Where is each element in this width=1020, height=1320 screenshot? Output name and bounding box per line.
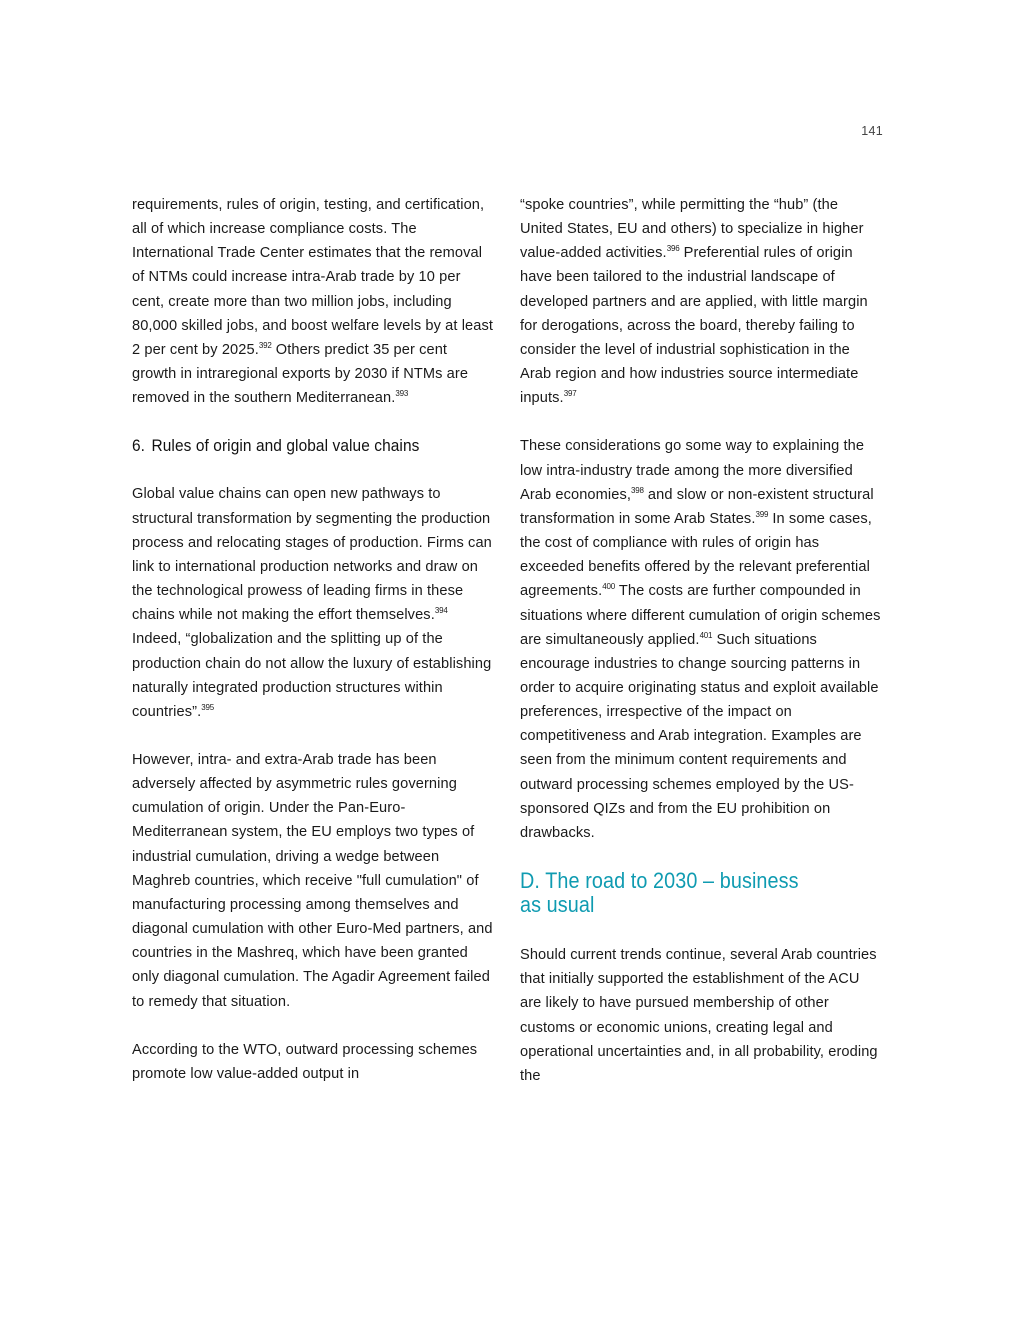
footnote-ref-398[interactable]: 398 <box>631 485 644 495</box>
text-run: In some cases, the cost of compliance with rules of origin has exceeded benefits offered by the relevant preferential agreements. <box>520 510 872 600</box>
text-run: Preferential rules of origin have been tailored to the industrial landscape of developed partners and are applied, with little margin for derogations, across the board, thereby failing to consider the level of industrial sophistication in the Arab region and how industries source intermediate inputs. <box>520 245 868 407</box>
footnote-ref-396[interactable]: 396 <box>666 244 680 254</box>
section-heading <box>132 434 465 458</box>
text-run: Indeed, “globalization and the splitting up of the production chain do not allow the luxury of establishing naturally integrated production structures within countries”. <box>132 631 492 720</box>
footnote-ref-395[interactable]: 395 <box>201 702 214 712</box>
text-run: Others predict 35 per cent growth in intraregional exports by 2030 if NTMs are removed in the southern Mediterranean. <box>132 341 469 407</box>
footnote-ref-394[interactable]: 394 <box>434 606 448 616</box>
text-run: Global value chains can open new pathways to structural transformation by segmenting the production process and relocating stages of production. Firms can link to international production networks and draw on the technological prowess of leading firms in these chains while not making the effort themselves. <box>132 486 492 624</box>
paragraph-spoke-countries <box>520 193 882 410</box>
part-heading: D. The road to 2030 – business as usual <box>520 868 799 918</box>
footnote-ref-397[interactable]: 397 <box>563 389 577 399</box>
text-run: These considerations go some way to explaining the low intra-industry trade among the more diversified Arab economies, <box>520 438 865 503</box>
text-run: requirements, rules of origin, testing, and certification, all of which increase compliance costs. The International Trade Center estimates that the removal of NTMs could increase intra-Arab trade by 10 per cent, create more than two million jobs, including 80,000 skilled jobs, and boost welfare levels by at least 2 per cent by 2025. <box>132 197 494 358</box>
left-column <box>132 193 494 1110</box>
paragraph-road-to-2030: Should current trends continue, several Arab countries that initially supported the establishment of the ACU are likely to have pursued membership of other customs or economic unions, creating legal and operational uncertainties and, in all probability, eroding the <box>520 947 878 1084</box>
right-column <box>520 193 882 1112</box>
footnote-ref-401[interactable]: 401 <box>699 630 713 640</box>
text-run: The costs are further compounded in situations where different cumulation of origin schemes are simultaneously applied. <box>520 583 881 648</box>
footnote-ref-400[interactable]: 400 <box>602 582 615 592</box>
paragraph-wto-outward-processing: According to the WTO, outward processing schemes promote low value-added output in <box>132 1041 478 1082</box>
paragraph-considerations <box>520 434 882 845</box>
footnote-ref-393[interactable]: 393 <box>395 389 409 399</box>
section-number: 6. <box>132 436 146 456</box>
text-run: and slow or non-existent structural transformation in some Arab States. <box>520 486 874 527</box>
footnote-ref-392[interactable]: 392 <box>258 340 272 350</box>
paragraph-cumulation-of-origin: However, intra- and extra-Arab trade has been adversely affected by asymmetric rules governing cumulation of origin. Under the Pan-Euro-Mediterranean system, the EU employs two types of industrial cumulation, driving a wedge between Maghreb countries, which receive "full cumulation" of manufacturing processing among themselves and diagonal cumulation with other Euro-Med partners, and countries in the Mashreq, which have been granted only diagonal cumulation. The Agadir Agreement failed to remedy that situation. <box>132 751 493 1010</box>
section-title: Rules of origin and global value chains <box>151 436 420 456</box>
text-run: Such situations encourage industries to change sourcing patterns in order to acquire originating status and exploit available preferences, irrespective of the impact on competitiveness and Arab integration. Examples are seen from the minimum content requirements and outward processing schemes employed by the US-sponsored QIZs and from the EU prohibition on drawbacks. <box>520 631 879 841</box>
text-run: “spoke countries”, while permitting the “hub” (the United States, EU and others) to specialize in higher value-added activities. <box>520 197 864 262</box>
paragraph-ntm-trade-impact <box>132 193 494 410</box>
paragraph-global-value-chains <box>132 482 494 724</box>
page-number: 141 <box>861 124 883 138</box>
footnote-ref-399[interactable]: 399 <box>755 509 769 519</box>
